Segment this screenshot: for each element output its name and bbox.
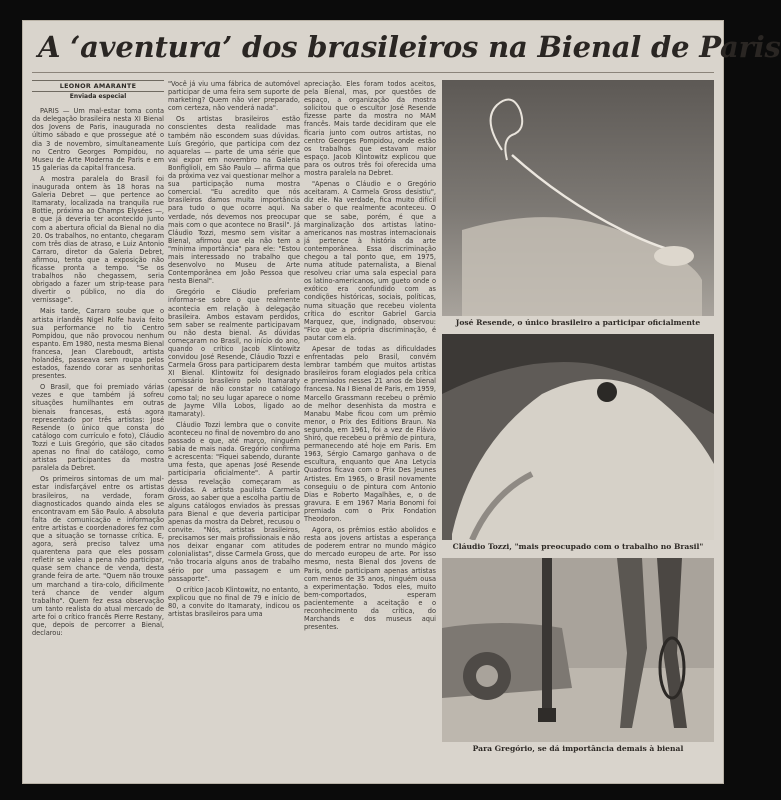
paragraph: Cláudio Tozzi lembra que o convite aconteceu no final de novembro do ano passado e que, até março, ninguém sabia de mais nada. Gregório confirma e acrescenta: "Fiquei sabendo, durante uma festa, que apenas José Resende participaria oficialmente". A partir dessa revelação começaram as dúvidas. A artista paulista Carmela Gross, ao saber que a escolha partiu de alguns catálogos enviados às pressas para Bienal e que deveria participar apenas da mostra da Debret, recusou o convite. "Nós, artistas brasileiros, precisamos ser mais profissionais e não nos deixar enganar com atitudes colonialistas", disse Carmela Gross, que "não trocaria alguns anos de trabalho sério por uma passagem e um passaporte". [168, 420, 300, 583]
photo-caption: Cláudio Tozzi, "mais preocupado com o trabalho no Brasil" [442, 540, 714, 554]
paragraph: "Você já viu uma fábrica de automóvel participar de uma feira sem suporte de marketing? Quem não vier preparado, com certeza, não venderá nada". [168, 80, 300, 113]
paragraph: apreciação. Eles foram todos aceitos, pela Bienal, mas, por questões de espaço, a organização da mostra solicitou que o escultor José Resende fizesse parte da mostra no MAM francês. Mais tarde decidiram que ele ficaria junto com outros artistas, no centro Georges Pompidou, onde estão os trabalhos que estavam maior espaço. Jacob Klintowitz explicou que para os outros três foi oferecida uma mostra paralela na Debret. [304, 80, 436, 178]
street-image [442, 558, 714, 742]
paragraph: "Apenas o Cláudio e o Gregório aceitaram. A Carmela Gross desistiu", diz ele. Na verdade, fica muito difícil saber o que realmente aconteceu. O que se sabe, porém, é que a marginalização dos artistas latino-americanos nas mostras internacionais já pertence à história da arte contemporânea. Essa discriminação chegou a tal ponto que, em 1975, numa atitude paternalista, a Bienal resolveu criar uma sala especial para os latino-americanos, um gueto onde o exótico era confundido com as condições históricas, sociais, políticas, numa situação que recebeu violenta crítica do escritor Gabriel Garcia Marquez, que, indignado, observou: "Fico que a própria discriminação, é pautar com ela. [304, 180, 436, 342]
column-2 [168, 80, 300, 618]
column-1 [32, 80, 164, 638]
sculpture-image [442, 80, 714, 316]
photo-caption: Para Gregório, se dá importância demais à bienal [442, 742, 714, 756]
paragraph: PARIS — Um mal-estar toma conta da delegação brasileira nesta XI Bienal dos Jovens de Paris, inaugurada no último sábado e que prossegue até o dia 3 de novembro, simultaneamente no Centro Georges Pompidou, no Museu de Arte Moderna de Paris e em 15 galerias da capital francesa. [32, 107, 164, 172]
paragraph: O Brasil, que foi premiado várias vezes e que também já sofreu situações humilhantes em outras bienais francesas, está agora representado por três artistas: José Resende (o único que consta do catálogo com currículo e foto), Cláudio Tozzi e Luis Gregório, que são citados apenas no final do catálogo, como artistas participantes da mostra paralela da Debret. [32, 383, 164, 473]
photo-street [442, 558, 714, 756]
headline: A ‘aventura’ dos brasileiros na Bienal de Paris [38, 30, 781, 64]
painting-image [442, 334, 714, 540]
paragraph: Gregório e Cláudio preferiam informar-se sobre o que realmente acontecia em relação à delegação brasileira. Ambos estavam perdidos, sem saber se realmente participavam ou não desta bienal. As dúvidas começaram no Brasil, no início do ano, quando o crítico Jacob Klintowitz convidou José Resende, Cláudio Tozzi e Carmela Gross para participarem desta XI Bienal. Klintowitz foi designado comissário brasileiro pelo Itamaraty (apesar de não constar no catálogo como tal; no seu lugar aparece o nome de Jayme Villa Lobos, ligado ao Itamaraty). [168, 288, 300, 418]
byline: LEONOR AMARANTE [32, 80, 164, 92]
paragraph: Apesar de todas as dificuldades enfrentadas pelo Brasil, convém lembrar também que muitos artistas brasileiros foram elogiados pela crítica e premiados nesses 21 anos de bienal francesa. Na I Bienal de Paris, em 1959, Marcello Grassmann recebeu o prêmio de melhor desenhista da mostra e Manabu Mabe ficou com um prêmio menor, o Prix des Editions Braun. Na segunda, em 1961, foi a vez de Flávio Shiró, que recebeu o prêmio de pintura, permanecendo até hoje em Paris. Em 1963, Sérgio Camargo ganhava o de escultura, enquanto que Ana Letycia Quadros ficava com o Prix Des Jeunes Artistes. Em 1965, o Brasil novamente conseguiu o de pintura com Antonio Dias e Roberto Magalhães, e, o de gravura. E em 1967 Maria Bonomi foi premiada com o Prix Fondation Theodoron. [304, 345, 436, 523]
paragraph: O crítico Jacob Klintowitz, no entanto, explicou que no final de 79 e início de 80, a convite do Itamaraty, indicou os artistas brasileiros para uma [168, 585, 300, 618]
photo-caption: José Resende, o único brasileiro a participar oficialmente [442, 316, 714, 330]
paragraph: Mais tarde, Carraro soube que o artista irlandês Nigel Rolfe havia feito sua performance no tio Centro Pompidou, que não provocou nenhum espanto. Em 1980, nesta mesma Bienal francesa, Jean Clareboudt, artista holandês, passeava sem roupa pelos estados, fazendo corar as senhoritas presentes. [32, 307, 164, 381]
paragraph: A mostra paralela do Brasil foi inaugurada ontem às 18 horas na Galeria Debret — que pertence ao Itamaraty, localizada na tranquila rue Bottie, próxima ao Champs Elysées —, e que já deveria ter acontecido junto com a abertura oficial da Bienal no dia 20. Os trabalhos, no entanto, chegaram com três dias de atraso, e Luiz Antonio Carraro, diretor da Galeria Debret, afirmou, tenta que a exposição não ficasse pronta a tempo. "Se os trabalhos não chegassem, seria obrigado a fazer um strip-tease para divertir o público, no dia do vernissage". [32, 174, 164, 305]
paragraph: Os artistas brasileiros estão conscientes desta realidade mas também não escondem suas dúvidas. Luís Gregório, que participa com dez aquarelas — parte de uma série que vai expor em novembro na Galeria Bonfiglioli, em São Paulo — afirma que da próxima vez vai questionar melhor a sua participação numa mostra comercial. "Eu acredito que nós brasileiros damos muita importância para tudo o que ocorre aqui. Na verdade, nós devemos nos preocupar mais com o que acontece no Brasil". Já Cláudio Tozzi, mesmo sem visitar a Bienal, afirmou que ela não tem a "mínima importância" para ele: "Estou mais interessado no trabalho que desenvolvo no Museu de Arte Contemporânea em João Pessoa que nesta Bienal". [168, 115, 300, 286]
column-3 [304, 80, 436, 632]
photo-sculpture [442, 80, 714, 330]
byline-sub: Enviada especial [69, 93, 127, 101]
photo-painting [442, 334, 714, 554]
newspaper-clipping [22, 20, 781, 784]
headline-rule [32, 72, 714, 73]
paragraph: Os primeiros sintomas de um mal-estar indisfarçável entre os artistas brasileiros, na verdade, foram diagnosticados quando ainda eles se encontravam em São Paulo. A absoluta falta de comunicação e informação entre artistas e coordenadores fez com que a situação se tornasse crítica. E, agora, será preciso talvez uma quarentena para que eles possam refletir se valeu a pena não participar, quase sem chance de venda, desta grande feira de arte. "Quem não trouxe um marchand a tira-colo, dificilmente terá chance de vender algum trabalho". Quem fez essa observação um tanto realista do atual mercado de arte foi o crítico francês Pierre Restany, que, depois de percorrer a Bienal, declarou: [32, 475, 164, 638]
paragraph: Agora, os prêmios estão abolidos e resta aos jovens artistas a esperança de poderem entrar no mundo mágico do mercado europeu de arte. Por isso mesmo, nesta Bienal dos Jovens de Paris, onde participam apenas artistas com menos de 35 anos, ninguém ousa a experimentação. Todos eles, muito bem-comportados, esperam pacientemente a aceitação e o reconhecimento da crítica, do Marchands e dos museus aqui presentes. [304, 526, 436, 632]
